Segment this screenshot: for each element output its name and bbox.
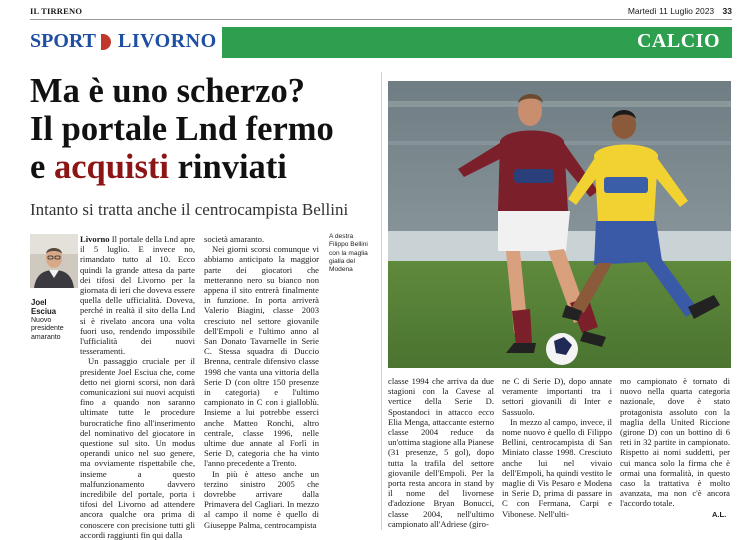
section-livorno: LIVORNO: [118, 30, 217, 52]
top-divider: [30, 19, 732, 20]
headline-line-1: Ma è uno scherzo?: [30, 72, 305, 110]
headline-highlight: acquisti: [53, 148, 169, 186]
article-text: Il portale della Lnd apre il 5 luglio. E invece no, rimandato tutto al 10. Ecco quindi la grande attesa da parte dei tifosi del Livorno per la giornata di ieri che doveva essere quella delle ufficialità. Doveva, perché in realtà il sito della Lnd si è rivelato ancora una volta fuori uso, rendendo impossibile l'ufficialità dei nuovi tesseramenti.: [80, 234, 195, 357]
headline: [30, 72, 375, 186]
article-paragraph: In più è atteso anche un terzino sinistro 2005 che dovrebbe arrivare dalla Primavera del Cagliari. In mezzo al campo il nome è quello di Giuseppe Palma, centrocampista: [204, 468, 319, 530]
issue-date: Martedì 11 Luglio 2023: [627, 6, 715, 16]
article-column-2: [204, 234, 319, 530]
article-paragraph: classe 1994 che arriva da due stagioni con la Cavese al vertice della Serie D. Spostandoci in attacco ecco Elia Menga, attaccante esterno classe 2004 reduce da un'ottima stagione alla Pianese (31 presenze, 5 gol), dopo tutta la trafila del settore giovanile dell'Empoli. Per la porta resta ancora in stand by il nome del livornese d'adozione Bryan Bonucci, classe 2004, nell'ultimo campionato all'Adriese (giro-: [388, 376, 494, 529]
page-number: 33: [722, 6, 732, 16]
author-name: Joel Esciua: [31, 298, 57, 316]
author-signature: A.L.: [712, 510, 727, 519]
article-paragraph: mo campionato è tornato di nuovo nella quarta categoria nazionale, dove è stato protagonista assoluto con la maglia della United Riccione (girone D) con un bottino di 6 reti in 32 partite in campionato. Rispetto ai nomi suddetti, per cui manca solo la firma che è ormai una formalità, in questo caso la trattativa è molto avanzata, ma non c'è ancora l'accordo totale.: [620, 376, 730, 509]
photo-caption: A destra Filippo Bellini con la maglia gialla del Modena: [329, 233, 368, 274]
dateline: [628, 6, 732, 16]
section-sport: SPORT: [30, 30, 96, 52]
category-banner: [222, 27, 732, 58]
article-column-4: [502, 376, 612, 528]
headline-line-2: Il portale Lnd fermo: [30, 110, 334, 148]
headline-word: rinviati: [168, 148, 287, 186]
article-column-5: [620, 376, 730, 528]
match-photo: [388, 81, 731, 368]
column-divider: [381, 72, 382, 530]
masthead: IL TIRRENO: [30, 6, 83, 16]
article-dateline: Livorno: [80, 234, 110, 244]
article-column-3: [388, 376, 494, 528]
author-role: Nuovo presidente amaranto: [31, 317, 64, 341]
subheadline: Intanto si tratta anche il centrocampista Bellini: [30, 200, 349, 219]
article-column-1: [80, 234, 195, 540]
article-paragraph: Nei giorni scorsi comunque vi abbiamo anticipato la maggior parte dei giocatori che metteranno nero su bianco non appena il sito entrerà finalmente in funzione. In porta arriverà Valerio Biagini, classe 2003 cresciuto nel settore giovanile dell'Empoli e l'ultimo anno al San Donato Tavarnelle in Serie C. Stessa squadra di Duccio Brenna, centrale difensivo classe 1998 che vanta una vittoria della Serie D (con oltre 150 presenze in categoria) e l'ultimo campionato in C con i gialloblù. Insieme a lui potrebbe esserci anche Matteo Ronchi, altro centrale, classe 1996, nelle ultime due annate al Forlì in Serie D, categoria che ha vinto l'anno precedente a Trento.: [204, 244, 319, 469]
section-marker: [101, 34, 111, 50]
article-paragraph: Un passaggio cruciale per il presidente Joel Esciua che, come detto nei giorni scorsi, non darà comunicazioni sui nuovi acquisti fino a quando non saranno ultimate tutte le procedure burocratiche fino all'inserimento del nominativo del giocatore in questione sul sito. Un modus operandi unico nel suo genere, ma ovviamente rispettabile che, insieme a questo malfunzionamento davvero incredibile del portale, porta i tifosi del Livorno ad attendere ancora qualche ora prima di conoscere con precisione tutti gli accordi raggiunti fin qui dalla: [80, 356, 195, 540]
article-paragraph: [80, 234, 195, 356]
headline-word: e: [30, 148, 54, 186]
article-paragraph: In mezzo al campo, invece, il nome nuovo è quello di Filippo Bellini, centrocampista di San Miniato classe 1998. Cresciuto anche lui nel vivaio dell'Empoli, ha quindi vestito le maglie di Vis Pesaro e Modena in Serie D, prima di passare in C con Fermana, Carpi e Vibonese. Nell'ulti-: [502, 416, 612, 519]
article-paragraph: società amaranto.: [204, 234, 265, 244]
author-photo: [30, 234, 78, 288]
article-paragraph: ne C di Serie D), dopo annate veramente importanti tra i settori giovanili di Inter e Sassuolo.: [502, 376, 612, 417]
category-label: CALCIO: [636, 30, 720, 52]
headline-line-3: [30, 148, 375, 186]
